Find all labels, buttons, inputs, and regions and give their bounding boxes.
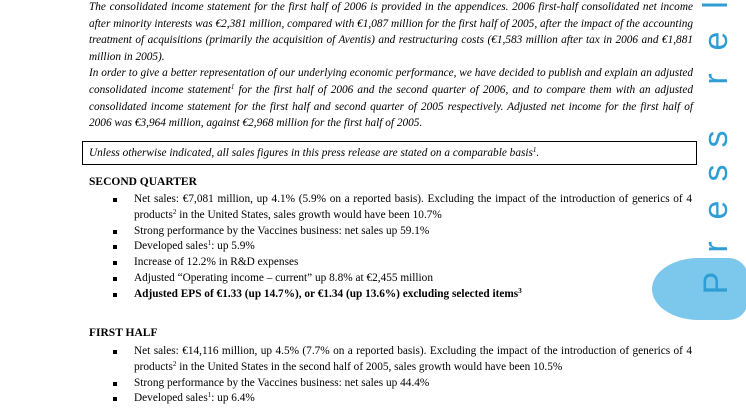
side-letter: e xyxy=(697,31,735,51)
intro-paragraph-1: The consolidated income statement for the first half of 2006 is provided in the appendices. 2006 first-half consolidated net income after minority interests was €2,381 million, compared with €1,087 million for the first half of 2005, after the impact of the accounting treatment of acquisitions (primarily the acquisition of Aventis) and restructuring costs (€1,583 million after tax in 2006 and €1,881 million in 2005). xyxy=(89,1,693,63)
second-quarter-list xyxy=(110,192,692,303)
intro-paragraph-2: In order to give a better representation of our underlying economic performance, we have decided to publish and explain an adjusted consolidated income statement$^1$ for the first half of 2006 and the second quarter of 2006, and to compare them with an adjusted consolidated income statement for the first half and second quarter of 2005 respectively. Adjusted net income for the first half of 2006 was €3,964 million, against €2,968 million for the first half of 2005. xyxy=(89,67,693,130)
side-letter: r xyxy=(697,73,735,85)
side-letter: s xyxy=(697,164,735,182)
list-item: Adjusted “Operating income – current” up 8.8% at €2,455 million xyxy=(110,271,692,287)
list-item: Strong performance by the Vaccines business: net sales up 44.4% xyxy=(110,376,692,392)
side-letter: P xyxy=(697,271,735,295)
list-item: Strong performance by the Vaccines business: net sales up 59.1% xyxy=(110,224,692,240)
list-item: Developed sales$^1$: up 5.9% xyxy=(110,239,692,255)
section-title-first-half: FIRST HALF xyxy=(89,327,158,339)
side-letter: e xyxy=(697,200,735,220)
side-letter: r xyxy=(697,241,735,253)
list-item: Increase of 12.2% in R&D expenses xyxy=(110,255,692,271)
side-letter: s xyxy=(697,130,735,148)
first-half-list xyxy=(110,344,692,407)
list-item: Adjusted EPS of €1.33 (up 14.7%), or €1.34 (up 13.6%) excluding selected items$^3$ xyxy=(110,287,692,303)
list-item: Net sales: €14,116 million, up 4.5% (7.7% on a reported basis). Excluding the impact of the introduction of generics of 4 products$^2$ in the United States in the second half of 2005, sales growth would have been 10.5% xyxy=(110,344,692,376)
list-item: Net sales: €7,081 million, up 4.1% (5.9% on a reported basis). Excluding the impact of the introduction of generics of 4 products$^2$ in the United States, sales growth would have been 10.7% xyxy=(110,192,692,224)
comparable-basis-note: Unless otherwise indicated, all sales figures in this press release are stated on a comparable basis$^1$. xyxy=(82,141,697,165)
side-letter: l xyxy=(697,1,735,9)
section-title-second-quarter: SECOND QUARTER xyxy=(89,176,197,188)
press-release-side-text xyxy=(696,0,736,300)
list-item: Developed sales$^1$: up 6.4% xyxy=(110,391,692,407)
intro-text xyxy=(89,0,693,132)
